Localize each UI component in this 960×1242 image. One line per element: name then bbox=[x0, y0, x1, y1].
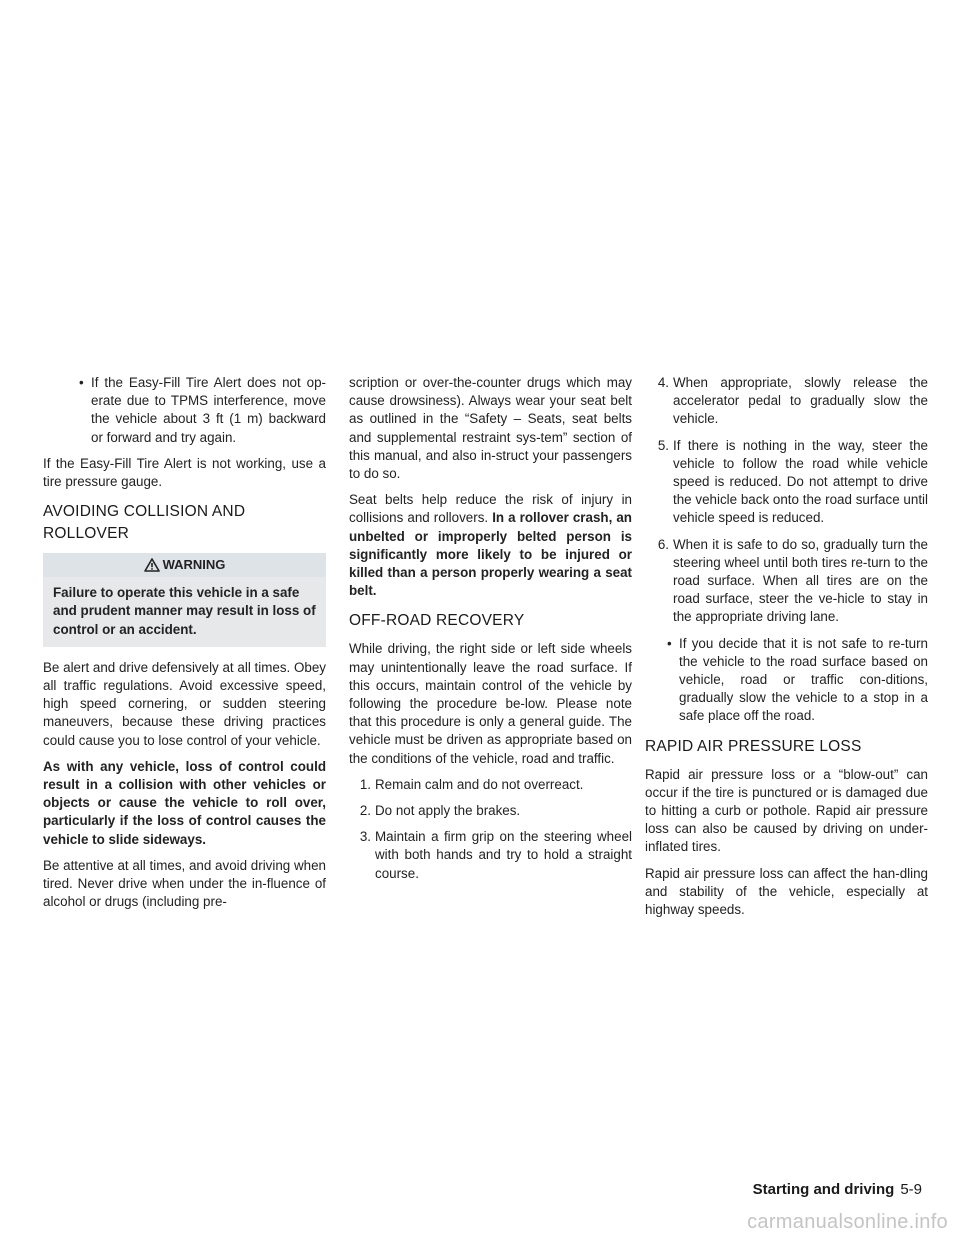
list-item bbox=[645, 635, 928, 726]
bullet-text: If you decide that it is not safe to re-turn the vehicle to the road surface based on vehicle, road or traffic con-ditions, gradually slow the vehicle to a stop in a safe place off the road. bbox=[679, 635, 928, 724]
section-heading: RAPID AIR PRESSURE LOSS bbox=[645, 737, 862, 755]
step-number: 1. bbox=[359, 776, 371, 792]
step-number: 4. bbox=[657, 375, 669, 390]
numbered-step bbox=[645, 437, 928, 528]
bold-paragraph: As with any vehicle, loss of control could result in a collision with other vehicles or objects or cause the vehicle to roll over, particularly if the loss of control causes the vehicle to slide sideways. bbox=[43, 758, 326, 847]
column-1 bbox=[43, 374, 326, 919]
numbered-step bbox=[645, 536, 928, 627]
watermark: carmanualsonline.info bbox=[747, 1211, 948, 1233]
column-3 bbox=[645, 374, 928, 927]
heading-line: ROLLOVER bbox=[43, 525, 130, 543]
paragraph: Be alert and drive defensively at all times. Obey all traffic regulations. Avoid excessive speed, high speed cornering, or sudden steering maneuvers, because these driving practices could cause you to lose control of your vehicle. bbox=[43, 659, 326, 748]
column-2 bbox=[349, 374, 632, 891]
step-text: Remain calm and do not overreact. bbox=[375, 776, 584, 792]
numbered-step bbox=[349, 776, 632, 794]
step-text: When appropriate, slowly release the accelerator pedal to gradually slow the vehicle. bbox=[673, 375, 928, 427]
paragraph: While driving, the right side or left side wheels may unintentionally leave the road surface. If this occurs, maintain control of the vehicle by following the procedure be-low. Please note that this procedure is only a general guide. The vehicle must be driven as appropriate based on the conditions of the vehicle, road and traffic. bbox=[349, 641, 632, 766]
paragraph: Rapid air pressure loss or a “blow-out” can occur if the tire is punctured or is damaged due to hitting a curb or pothole. Rapid air pressure loss can also be caused by driving on under-inflated tires. bbox=[645, 766, 928, 855]
warning-header bbox=[43, 553, 326, 577]
section-heading bbox=[43, 501, 326, 545]
step-text: When it is safe to do so, gradually turn the steering wheel until both tires re-turn to the road surface. When all tires are on the road surface, steer the ve-hicle to stay in the appropriate driving lane. bbox=[673, 536, 928, 625]
list-item bbox=[43, 374, 326, 447]
paragraph: If the Easy-Fill Tire Alert is not working, use a tire pressure gauge. bbox=[43, 455, 326, 490]
paragraph: scription or over-the-counter drugs which may cause drowsiness). Always wear your seat belt as outlined in the “Safety – Seats, seat belts and supplemental restraint sys-tem” section of this manual, and also in-struct your passengers to do so. bbox=[349, 375, 632, 482]
paragraph bbox=[349, 491, 632, 600]
page-number: 5-9 bbox=[900, 1181, 922, 1198]
heading-line: AVOIDING COLLISION AND bbox=[43, 503, 246, 521]
numbered-step bbox=[349, 802, 632, 820]
warning-triangle-icon bbox=[144, 558, 160, 572]
bullet-text: If the Easy-Fill Tire Alert does not op-erate due to TPMS interference, move the vehicle about 3 ft (1 m) backward or forward and try again. bbox=[91, 375, 326, 445]
section-title: Starting and driving bbox=[752, 1181, 895, 1198]
warning-label: WARNING bbox=[162, 557, 226, 573]
step-number: 6. bbox=[657, 536, 669, 552]
numbered-step bbox=[645, 374, 928, 429]
bullet-dot: • bbox=[79, 375, 84, 390]
step-text: Do not apply the brakes. bbox=[375, 803, 521, 819]
paragraph-text: Seat belts help reduce the risk of injury in collisions and rollovers. bbox=[349, 492, 632, 526]
step-text: If there is nothing in the way, steer the vehicle to follow the road while vehicle speed is reduced. Do not attempt to drive the vehicle back onto the road surface until vehicle speed is reduced. bbox=[673, 437, 928, 526]
warning-box bbox=[43, 553, 326, 647]
step-text: Maintain a firm grip on the steering wheel with both hands and try to hold a straight course. bbox=[375, 829, 632, 881]
page-footer bbox=[753, 1181, 922, 1198]
paragraph: Be attentive at all times, and avoid driving when tired. Never drive when under the in-fluence of alcohol or drugs (including pre- bbox=[43, 857, 326, 910]
paragraph: Rapid air pressure loss can affect the han-dling and stability of the vehicle, especially at highway speeds. bbox=[645, 865, 928, 918]
numbered-step bbox=[349, 828, 632, 883]
bullet-dot: • bbox=[667, 635, 672, 651]
step-number: 3. bbox=[359, 829, 371, 845]
bold-text: In a rollover crash, an unbelted or improperly belted person is significantly more likely to be injured or killed than a person properly wearing a seat belt. bbox=[349, 510, 632, 599]
step-number: 5. bbox=[657, 437, 669, 453]
section-heading: OFF-ROAD RECOVERY bbox=[349, 612, 525, 630]
warning-text: Failure to operate this vehicle in a safe and prudent manner may result in loss of control or an accident. bbox=[43, 577, 326, 647]
step-number: 2. bbox=[359, 803, 371, 819]
